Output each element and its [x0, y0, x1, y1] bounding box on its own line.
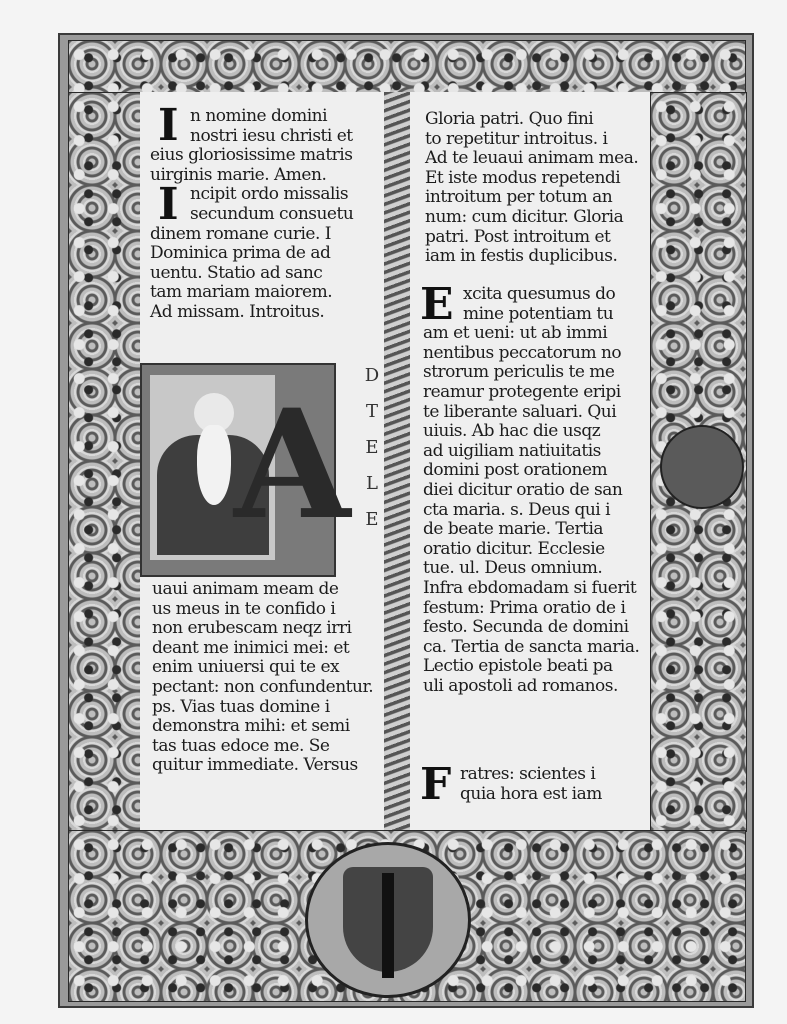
- initial-letter: T: [365, 401, 378, 422]
- text-line: tam mariam maiorem.: [150, 282, 333, 303]
- initial-letter-a: A: [234, 377, 351, 553]
- drop-cap-i-incipit: I: [158, 179, 179, 230]
- text-line: Ad missam. Introitus.: [150, 301, 325, 322]
- coat-of-arms-roundel: [305, 842, 471, 998]
- central-vine-ornament: [384, 92, 410, 830]
- text-line: uirginis marie. Amen.: [150, 164, 327, 185]
- drop-cap-i: I: [158, 100, 179, 151]
- right-middle-text: [423, 285, 639, 696]
- text-line: mine potentiam tu: [463, 303, 614, 324]
- text-line: uentu. Statio ad sanc: [150, 262, 323, 283]
- text-line: Et iste modus repetendi: [425, 167, 621, 188]
- text-line: oratio dicitur. Ecclesie: [423, 538, 605, 559]
- left-bottom-text: [152, 580, 373, 776]
- initial-letter: E: [365, 437, 379, 458]
- drop-cap-e: E: [420, 279, 454, 330]
- initial-letter: E: [365, 509, 379, 530]
- text-line: num: cum dicitur. Gloria: [425, 206, 624, 227]
- text-line: uiuis. Ab hac die usqz: [423, 421, 601, 442]
- text-line: am et ueni: ut ab immi: [423, 323, 608, 344]
- left-top-text: [150, 100, 354, 323]
- text-line: us meus in te confido i: [152, 598, 336, 619]
- text-line: Ad te leuaui animam mea.: [425, 148, 639, 169]
- text-line: n nomine domini: [190, 106, 328, 126]
- introit-initials: [362, 358, 382, 538]
- text-line: uaui animam meam de: [152, 579, 339, 599]
- right-top-text: [425, 110, 638, 267]
- initial-letter: D: [364, 365, 380, 386]
- text-line: ncipit ordo missalis: [190, 184, 349, 205]
- text-line: ca. Tertia de sancta maria.: [423, 636, 640, 657]
- text-line: nostri iesu christi et: [190, 125, 353, 146]
- historiated-initial-miniature: [140, 363, 351, 577]
- text-line: pectant: non confundentur.: [152, 676, 374, 697]
- text-line: to repetitur introitus. i: [425, 128, 608, 149]
- text-line: tue. ul. Deus omnium.: [423, 558, 603, 579]
- text-line: tas tuas edoce me. Se: [152, 735, 330, 756]
- text-line: domini post orationem: [423, 460, 608, 481]
- left-acanthus-border: [68, 92, 142, 832]
- text-line: xcita quesumus do: [463, 284, 616, 304]
- text-line: secundum consuetu: [190, 203, 354, 224]
- right-bottom-text: [460, 765, 602, 804]
- text-line: diei dicitur oratio de san: [423, 479, 623, 500]
- profile-medallion: [660, 425, 744, 509]
- text-line: te liberante saluari. Qui: [423, 401, 617, 422]
- text-line: Infra ebdomadam si fuerit: [423, 577, 637, 598]
- text-line: Gloria patri. Quo fini: [425, 109, 594, 129]
- top-floral-border: [68, 40, 746, 94]
- text-line: deant me inimici mei: et: [152, 637, 350, 658]
- text-line: ps. Vias tuas domine i: [152, 696, 330, 717]
- text-line: ad uigiliam natiuitatis: [423, 440, 601, 461]
- text-line: ratres: scientes i: [460, 764, 596, 784]
- drop-cap-f: F: [420, 759, 452, 810]
- text-line: patri. Post introitum et: [425, 226, 611, 247]
- initial-letter: L: [366, 473, 378, 494]
- text-line: uli apostoli ad romanos.: [423, 675, 618, 696]
- text-line: iam in festis duplicibus.: [425, 246, 618, 267]
- text-line: quitur immediate. Versus: [152, 755, 358, 776]
- text-line: reamur protegente eripi: [423, 381, 621, 402]
- text-line: eius gloriosissime matris: [150, 145, 353, 166]
- text-line: strorum periculis te me: [423, 362, 615, 383]
- text-line: cta maria. s. Deus qui i: [423, 499, 611, 520]
- text-line: demonstra mihi: et semi: [152, 716, 350, 737]
- text-line: quia hora est iam: [460, 783, 602, 804]
- text-line: non erubescam neqz irri: [152, 618, 352, 639]
- text-line: nentibus peccatorum no: [423, 342, 622, 363]
- text-line: festum: Prima oratio de i: [423, 597, 626, 618]
- text-line: festo. Secunda de domini: [423, 617, 629, 638]
- text-line: introitum per totum an: [425, 187, 613, 208]
- text-line: enim uniuersi qui te ex: [152, 657, 340, 678]
- text-line: Dominica prima de ad: [150, 243, 331, 264]
- text-line: dinem romane curie. I: [150, 223, 331, 244]
- text-line: Lectio epistole beati pa: [423, 656, 613, 677]
- text-line: de beate marie. Tertia: [423, 519, 604, 540]
